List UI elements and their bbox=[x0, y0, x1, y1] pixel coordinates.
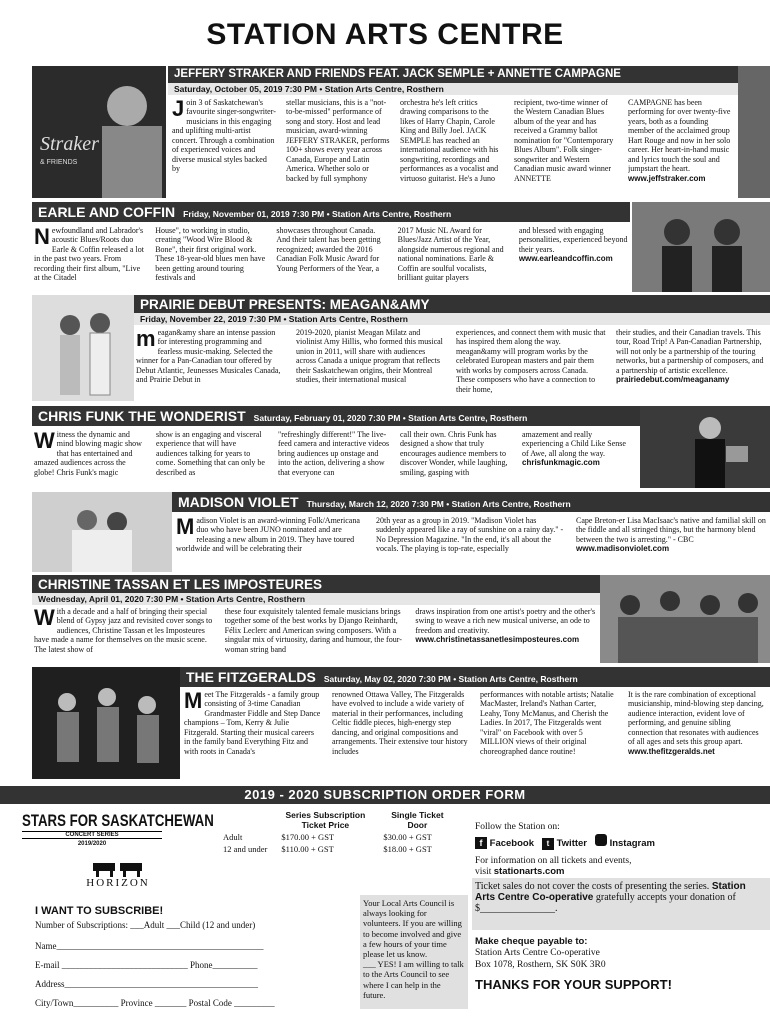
instagram-icon[interactable] bbox=[595, 834, 607, 846]
event-header-meagan bbox=[134, 295, 770, 313]
event-date: Friday, November 01, 2019 7:30 PM • Station Arts Centre, Rosthern bbox=[183, 209, 452, 219]
event-header-straker bbox=[168, 66, 738, 83]
event-body-tassan bbox=[34, 607, 596, 663]
text-column: show is an engaging and visceral experience that will have audiences talking for years to come. Something that can only be described as bbox=[156, 430, 265, 477]
event-date: Wednesday, April 01, 2020 7:30 PM • Station Arts Centre, Rosthern bbox=[38, 594, 306, 604]
annette-photo bbox=[738, 66, 770, 198]
subscribe-heading: I WANT TO SUBSCRIBE! bbox=[35, 905, 164, 917]
event-body-earle bbox=[34, 226, 630, 288]
event-body-fitz bbox=[184, 690, 766, 782]
event-title: CHRISTINE TASSAN ET LES IMPOSTEURES bbox=[38, 577, 323, 592]
text-column: showcases throughout Canada. And their talent has been getting recognized; awarded the 2016 Canadian Folk Music Award for Young Performers of the Year, a bbox=[276, 226, 381, 273]
horizon-logo: HORIZON bbox=[68, 855, 168, 889]
text-column: Madison Violet is an award-winning Folk/Americana duo who have been JUNO nominated and are releasing a new album in 2019. They have toured worldwide and will be celebrating their bbox=[176, 516, 360, 554]
madison-violet-photo bbox=[32, 492, 172, 572]
page-title: STATION ARTS CENTRE bbox=[206, 18, 564, 51]
donation-amount-field[interactable]: $_______________. bbox=[475, 903, 558, 914]
event-link[interactable]: www.jeffstraker.com bbox=[628, 173, 706, 183]
site-link[interactable]: stationarts.com bbox=[493, 866, 565, 877]
dropcap: J bbox=[172, 98, 185, 121]
dropcap: W bbox=[34, 430, 55, 453]
event-header-fitz bbox=[180, 667, 770, 687]
event-meta-tassan bbox=[32, 593, 600, 605]
social-block: Follow the Station on: f Facebook t Twitter Instagram For information on all tickets and events, visit stationarts.com bbox=[475, 822, 655, 877]
text-column: these four exquisitely talented female musicians brings together some of the best works by Django Reinhardt, Félix Leclerc and American swing composers. With a singular mix of virtuosity, daring and humour, the four-woman string band bbox=[224, 607, 402, 654]
thanks-text: THANKS FOR YOUR SUPPORT! bbox=[475, 976, 672, 992]
event-body-straker bbox=[172, 98, 732, 198]
text-column: Join 3 of Saskatchewan's favourite singer-songwriter-musicians in this engaging and uplifting multi-artist concert. Through a combination of experienced voices and diverse musical styles backed by bbox=[172, 98, 276, 174]
facebook-icon[interactable]: f bbox=[475, 837, 487, 849]
meagan-amy-photo bbox=[32, 295, 134, 401]
subscription-count-field[interactable]: Number of Subscriptions: ___Adult ___Child (12 and under) bbox=[35, 920, 256, 930]
text-column: With a decade and a half of bringing their special blend of Gypsy jazz and revisited cover songs to audiences, Christine Tassan et les Imposteures have made a name for themselves on the music scene. The latest show of bbox=[34, 607, 213, 654]
email-phone-field[interactable]: E-mail ____________________________ Phone__________ bbox=[35, 960, 258, 970]
text-column: performances with notable artists; Natalie MacMaster, Ireland's Nathan Carter, Leahy, Tony McManus, and Cherish the Ladies. In 2017, The Fitzgeralds went "viral" on Facebook with over 5 MILLION views of their original choreographed dance routine! bbox=[480, 690, 614, 756]
event-title: CHRIS FUNK THE WONDERIST bbox=[38, 408, 246, 424]
text-column: Witness the dynamic and mind blowing magic show that has entertained and amazed audiences across the globe! Chris Funk's magic bbox=[34, 430, 142, 477]
facebook-link[interactable]: Facebook bbox=[489, 838, 534, 849]
text-column: "refreshingly different!" The live-feed camera and interactive videos bring audiences up onstage and into the action, delivering a show that everyone can bbox=[278, 430, 390, 477]
dropcap: W bbox=[34, 607, 55, 630]
dropcap: m bbox=[136, 328, 156, 351]
event-date: Saturday, October 05, 2019 7:30 PM • Station Arts Centre, Rosthern bbox=[174, 84, 444, 94]
text-column: call their own. Chris Funk has designed a show that truly encourages audience members to discover Wonder, while laughing, smiling, gasping with bbox=[400, 430, 508, 477]
photo-caption-text: Straker bbox=[40, 133, 99, 155]
text-column: 2019-2020, pianist Meagan Milatz and violinist Amy Hillis, who formed this musical union in 2011, will share with audiences across Canada a unique program that reflects their Saskatchewan origins, their Montreal studies, their international musical bbox=[296, 328, 443, 385]
price-row: 12 and under $110.00 + GST $18.00 + GST bbox=[223, 844, 432, 854]
text-column: Meet The Fitzgeralds - a family group consisting of 3-time Canadian Grandmaster Fiddle and Step Dance champions – Tom, Kerry & Julie Fitzgerald. Starting their musical careers in the family band Everything Fitz and with roots in Canada's bbox=[184, 690, 321, 756]
col-single-head: Single Ticket Door bbox=[391, 810, 444, 830]
event-title: EARLE AND COFFIN bbox=[38, 204, 176, 220]
event-title: THE FITZGERALDS bbox=[186, 669, 316, 685]
donation-box: Ticket sales do not cover the costs of presenting the series. Station Arts Centre Co-operative gratefully accepts your donation of $_______________. bbox=[472, 878, 770, 930]
city-province-postal-field[interactable]: City/Town__________ Province _______ Postal Code _________ bbox=[35, 998, 275, 1008]
event-link[interactable]: chrisfunkmagic.com bbox=[522, 458, 600, 468]
event-date: Thursday, March 12, 2020 7:30 PM • Station Arts Centre, Rosthern bbox=[306, 499, 571, 509]
event-date: Saturday, May 02, 2020 7:30 PM • Station Arts Centre, Rosthern bbox=[323, 674, 578, 684]
order-form-header: 2019 - 2020 SUBSCRIPTION ORDER FORM bbox=[0, 786, 770, 804]
event-date: Saturday, February 01, 2020 7:30 PM • Station Arts Centre, Rosthern bbox=[253, 413, 528, 423]
text-column: House", to working in studio, creating "Wood Wire Blood & Bone", their first original work. These 18-year-old blues men have been getting around touring festivals and bbox=[155, 226, 266, 283]
text-column: It is the rare combination of exceptional musicianship, mind-blowing step dancing, audience interaction, evident love of performing, and genuine sibling connection that resonates with audiences of all ages and sets this group apart. www.thefitzgeralds.net bbox=[628, 690, 764, 756]
event-body-meagan bbox=[136, 328, 766, 402]
text-column: 20th year as a group in 2019. "Madison Violet has suddenly appeared like a ray of sunshine on a rainy day." - No Depression Magazine. "In the end, it's all about the vocals. The playing is top-rate, especially bbox=[376, 516, 564, 554]
event-header-funk bbox=[32, 406, 640, 426]
dropcap: N bbox=[34, 226, 50, 249]
dropcap: M bbox=[176, 516, 195, 539]
text-column: and blessed with engaging personalities, experienced beyond their years. www.earleandcoffin.com bbox=[518, 226, 628, 264]
col-series-head: Series Subscription Ticket Price bbox=[285, 810, 366, 830]
event-link[interactable]: www.thefitzgeralds.net bbox=[628, 746, 715, 756]
text-column: orchestra he's left critics drawing comparisons to the likes of Harry Chapin, Carole King and Billy Joel. JACK SEMPLE has reached an international audience with his songwriting, recordings and performances as a vocalist and virtuoso guitarist. He's a Juno bbox=[400, 98, 499, 183]
stars-logo: STARS FOR SASKATCHEWAN CONCERT SERIES 2019/2020 bbox=[22, 811, 214, 847]
cheque-info: Make cheque payable to: Station Arts Centre Co-operative Box 1078, Rosthern, SK S0K 3R0 THANKS FOR YOUR SUPPORT! bbox=[475, 936, 672, 992]
text-column: experiences, and connect them with music that has inspired them along the way. meagan&amy will program works by the celebrated European masters and pair them with works by composers across Canada. These composers who have a connection to their home, bbox=[456, 328, 606, 394]
name-field[interactable]: Name______________________________________________ bbox=[35, 941, 264, 951]
price-table bbox=[215, 808, 459, 856]
jeffery-straker-photo bbox=[32, 66, 166, 198]
tassan-photo bbox=[600, 575, 770, 663]
event-title: PRAIRIE DEBUT PRESENTS: MEAGAN&AMY bbox=[140, 297, 430, 312]
volunteer-yes-option[interactable]: ___ YES! I am willing to talk to the Arts Council to see where I can help in the future. bbox=[363, 959, 464, 1000]
event-meta-meagan bbox=[134, 313, 770, 325]
twitter-icon[interactable]: t bbox=[542, 838, 554, 850]
text-column: renowned Ottawa Valley, The Fitzgeralds have evolved to include a wide variety of material in their performances, including Celtic fiddle pieces, high-energy step dancing, and original compositions and arrangements. Their extensive tour history includes bbox=[332, 690, 468, 756]
event-link[interactable]: prairiedebut.com/meaganamy bbox=[616, 375, 730, 385]
text-column: draws inspiration from one artist's poetry and the other's swing to weave a rich new musical universe, an ode to freedom and creativity. www.christinetassanetlesimposteures.com bbox=[415, 607, 596, 645]
event-meta-straker bbox=[168, 83, 738, 95]
svg-text:& FRIENDS: & FRIENDS bbox=[40, 159, 78, 166]
twitter-link[interactable]: Twitter bbox=[556, 838, 587, 849]
text-column: CAMPAGNE has been performing for over twenty-five years, both as a founding member of the acclaimed group Hart Rouge and now in her solo career. Her heart-in-hand music and lyrics touch the soul and jumpstart the heart. www.jeffstraker.com bbox=[628, 98, 731, 183]
event-body-funk bbox=[34, 430, 634, 486]
event-title: JEFFERY STRAKER AND FRIENDS FEAT. JACK SEMPLE + ANNETTE CAMPAGNE bbox=[174, 68, 621, 80]
event-date: Friday, November 22, 2019 7:30 PM • Station Arts Centre, Rosthern bbox=[140, 314, 408, 324]
horse-icon bbox=[88, 855, 148, 877]
event-header-earle bbox=[32, 202, 630, 222]
text-column: their studies, and their Canadian travels. This tour, Road Trip! A Pan-Canadian Partnership, will not only be a partnership of the touring networks, but a partnership of composers, and a partnership of artistic excellence. prairiedebut.com/meaganamy bbox=[616, 328, 764, 385]
text-column: recipient, two-time winner of the Western Canadian Blues album of the year and has received a Grammy ballot nomination for "Contemporary Blues Album". Folk singer-songwriter and Western Canadian music award winner ANNETTE bbox=[514, 98, 614, 183]
text-column: 2017 Music NL Award for Blues/Jazz Artist of the Year, alongside numerous regional and national nominations. Earle & Coffin are soulful vocalists, brilliant guitar players bbox=[397, 226, 504, 283]
earle-coffin-photo bbox=[632, 202, 770, 292]
text-column: Newfoundland and Labrador's acoustic Blues/Roots duo Earle & Coffin released a lot in the past two years. From recording their first album, "Live at the Citadel bbox=[34, 226, 144, 283]
event-body-madison bbox=[176, 516, 766, 574]
address-field[interactable]: Address___________________________________________ bbox=[35, 979, 258, 989]
text-column: Cape Breton-er Lisa MacIsaac's native and familial skill on the fiddle and all stringed things, but the harmony blend between the two is arresting." - CBC www.madisonviolet.com bbox=[576, 516, 766, 554]
dropcap: M bbox=[184, 690, 203, 713]
chris-funk-photo bbox=[640, 406, 770, 488]
text-column: amazement and really experiencing a Child Like Sense of Awe, all along the way. chrisfunkmagic.com bbox=[522, 430, 626, 468]
instagram-link[interactable]: Instagram bbox=[609, 838, 655, 849]
volunteer-box: Your Local Arts Council is always looking for volunteers. If you are willing to become involved and give a few hours of your time please let us know. ___ YES! I am willing to talk to the Arts Council to see where I can help in the future. bbox=[360, 895, 468, 1009]
text-column: stellar musicians, this is a "not-to-be-missed" performance of song and story. Host and lead musician, award-winning JEFFERY STRAKER, performs 100+ shows every year across Canada, Europe and Latin America. Whether solo or backed by full symphony bbox=[286, 98, 390, 183]
text-column: meagan&amy share an intense passion for interesting programming and fearless music-making. Selected the winner for a Pan-Canadian tour offered by Debut Atlantic, Jeunesses Musicales Canada, and Prairie Debut in bbox=[136, 328, 281, 385]
fitzgeralds-photo bbox=[32, 667, 180, 779]
event-title: MADISON VIOLET bbox=[178, 494, 299, 510]
event-header-madison bbox=[172, 492, 770, 512]
price-row: Adult $170.00 + GST $30.00 + GST bbox=[223, 832, 432, 842]
event-header-tassan bbox=[32, 575, 600, 593]
event-link[interactable]: www.madisonviolet.com bbox=[576, 544, 670, 554]
event-link[interactable]: www.christinetassanetlesimposteures.com bbox=[415, 635, 580, 645]
event-link[interactable]: www.earleandcoffin.com bbox=[518, 254, 613, 264]
